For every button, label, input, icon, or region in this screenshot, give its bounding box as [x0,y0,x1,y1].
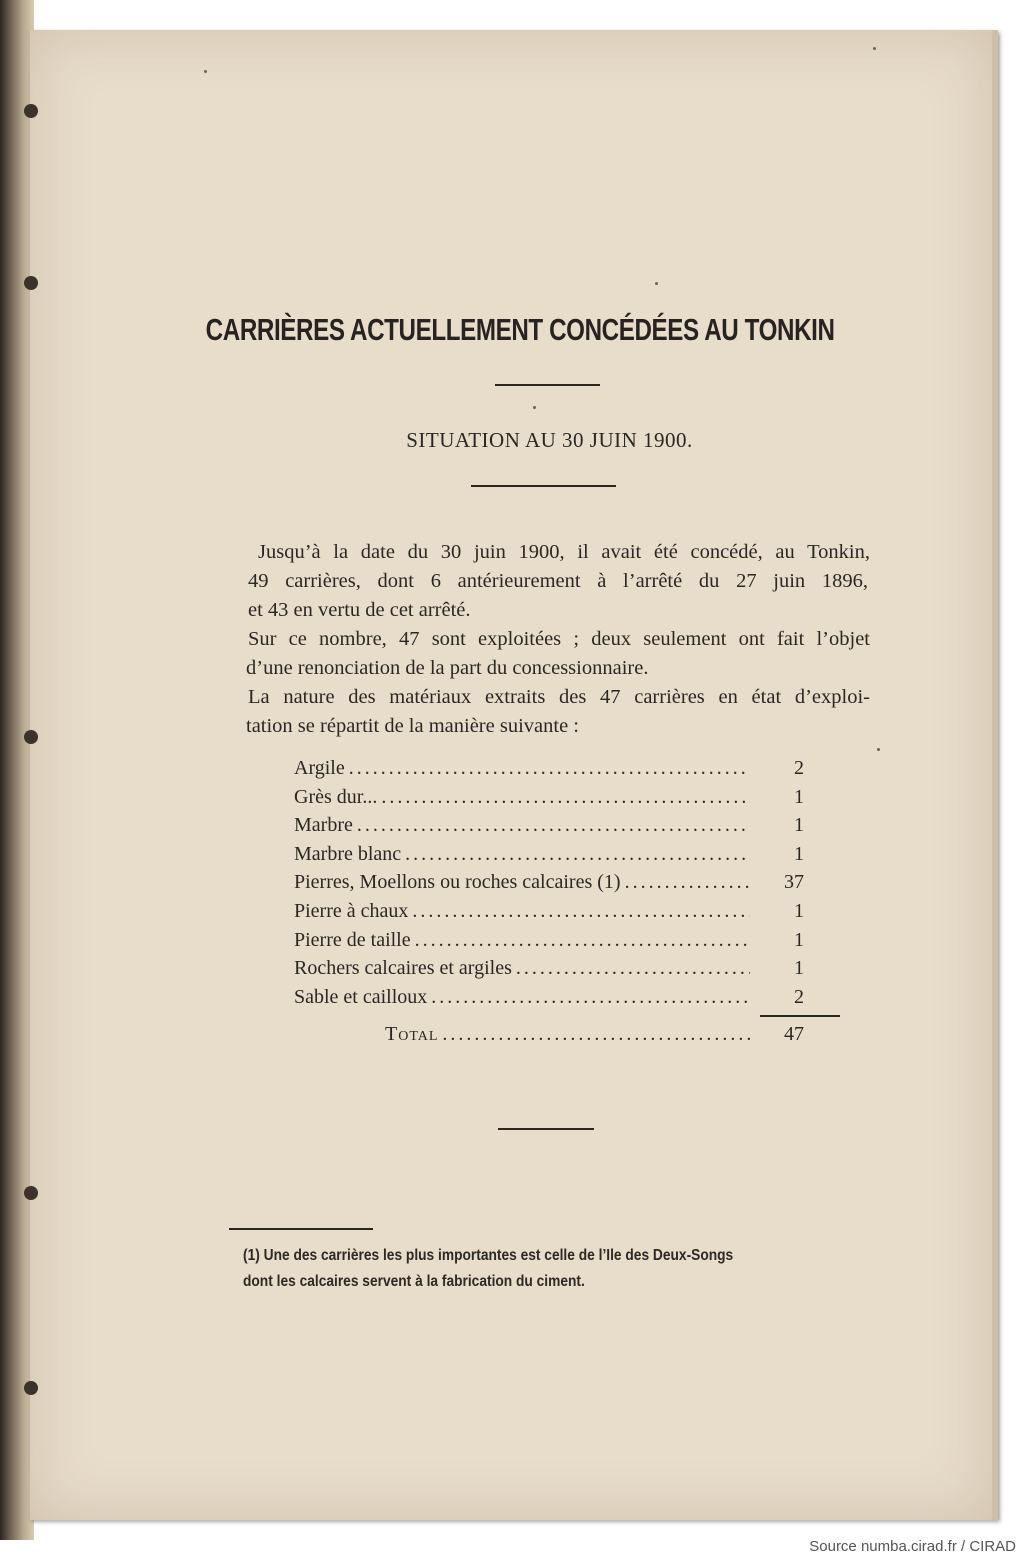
materials-list [294,754,804,1011]
footnote-line: dont les calcaires servent à la fabrication du ciment. [243,1273,585,1290]
paper-speck [533,406,536,409]
source-caption: Source numba.cirad.fr / CIRAD [809,1538,1016,1555]
dot-leader [357,811,750,840]
page-title: CARRIÈRES ACTUELLEMENT CONCÉDÉES AU TONKIN [205,312,835,347]
material-count: 2 [794,757,804,779]
footnote-rule [229,1228,373,1230]
section-rule [498,1128,594,1130]
text-line: et 43 en vertu de cet arrêté. [248,599,471,621]
list-item [294,954,804,983]
dot-leader [516,954,750,983]
list-item [294,926,804,955]
paper-speck [877,748,880,751]
list-item [294,783,804,812]
count-paragraph [248,625,870,683]
text-line: 49 carrières, dont 6 antérieurement à l’arrêté du 27 juin 1896, [248,570,868,592]
material-name: Sable et cailloux [294,985,428,1008]
list-item [294,811,804,840]
material-name: Argile [294,757,345,779]
text-line: d’une renonciation de la part du concessionnaire. [246,657,649,679]
total-rule [760,1015,840,1017]
nature-paragraph [248,683,870,741]
dot-leader [415,926,750,955]
text-line: La nature des matériaux extraits des 47 carrières en état d’exploi- [248,686,870,708]
total-row [385,1019,804,1049]
footnote [243,1243,781,1295]
page-subtitle: SITUATION AU 30 JUIN 1900. [406,428,693,452]
text-line: tation se répartit de la manière suivante : [246,715,579,737]
list-item [294,868,804,897]
binding-stitch [24,1186,38,1200]
material-count: 1 [794,957,804,980]
material-count: 1 [794,814,804,837]
title-rule [495,384,600,386]
dot-leader [381,783,750,812]
list-item [294,983,804,1012]
material-count: 1 [794,928,804,951]
paper-speck [655,282,658,285]
dot-leader [412,897,750,926]
material-name: Pierres, Moellons ou roches calcaires (1) [294,871,621,894]
paper-speck [204,70,207,73]
list-item [294,897,804,926]
binding-stitch [24,730,38,744]
footnote-line: (1) Une des carrières les plus importantes est celle de l’Ile des Deux-Songs [243,1247,734,1264]
book-spine [0,0,34,1540]
paper-speck [873,47,876,50]
material-name: Pierre de taille [294,928,411,951]
text-line: Jusqu’à la date du 30 juin 1900, il avait été concédé, au Tonkin, [258,541,870,563]
dot-leader [405,840,750,869]
dot-leader [442,1019,750,1049]
dot-leader [625,868,750,897]
binding-stitch [24,276,38,290]
material-name: Pierre à chaux [294,899,409,922]
list-item [294,754,804,783]
total-label: Total [385,1023,439,1045]
material-count: 2 [794,985,804,1008]
text-line: Sur ce nombre, 47 sont exploitées ; deux seulement ont fait l’objet [248,628,870,650]
binding-stitch [24,104,38,118]
material-name: Grès dur... [294,785,378,808]
material-name: Rochers calcaires et argiles [294,957,512,980]
material-count: 1 [794,899,804,922]
binding-stitch [24,1381,38,1395]
dot-leader [431,983,750,1012]
subtitle-rule [471,485,616,487]
intro-paragraph [248,538,870,625]
material-name: Marbre [294,814,353,837]
material-name: Marbre blanc [294,842,402,865]
total-count: 47 [784,1023,804,1045]
material-count: 37 [784,871,804,894]
material-count: 1 [794,785,804,808]
material-count: 1 [794,842,804,865]
list-item [294,840,804,869]
dot-leader [349,754,750,783]
